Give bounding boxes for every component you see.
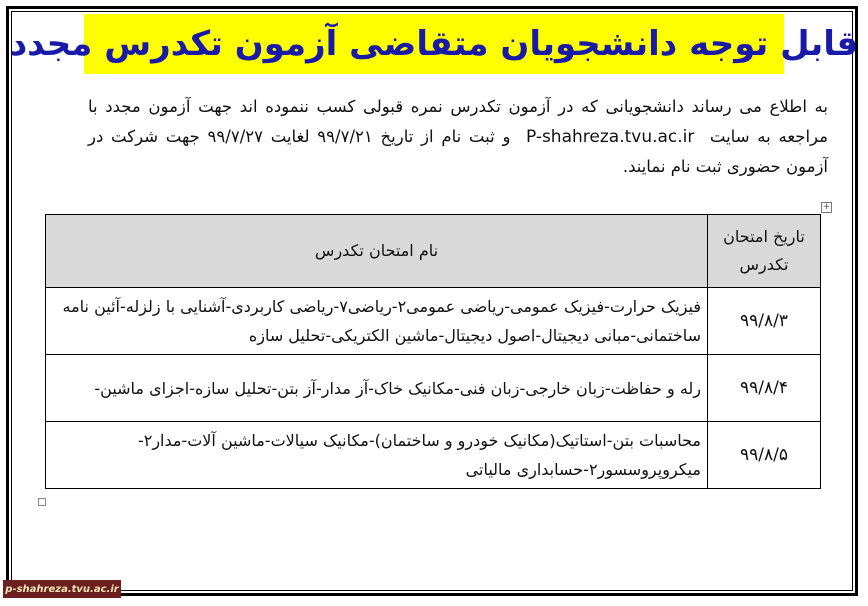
- website-link[interactable]: P-shahreza.tvu.ac.ir: [525, 127, 695, 147]
- exam-schedule-table: [45, 214, 821, 489]
- announcement-text: [88, 92, 828, 182]
- table-row: [46, 355, 821, 422]
- exam-date-cell: ۹۹/۸/۳: [708, 288, 821, 355]
- exam-courses-cell: فیزیک حرارت-فیزیک عمومی-ریاضی عمومی۲-ریاضی۷-ریاضی کاربردی-آشنایی با زلزله-آئین نامه ساختمانی-مبانی دیجیتال-اصول دیجیتال-ماشین الکتریکی-تحلیل سازه: [46, 288, 708, 355]
- site-watermark: p-shahreza.tvu.ac.ir: [3, 580, 121, 598]
- announcement-text-part2: و ثبت نام از تاریخ ۹۹/۷/۲۱ لغایت ۹۹/۷/۲۷ جهت شرکت در آزمون حضوری ثبت نام نمایند.: [88, 127, 828, 176]
- exam-date-cell: ۹۹/۸/۴: [708, 355, 821, 422]
- table-resize-handle[interactable]: [38, 498, 46, 506]
- exam-courses-cell: رله و حفاظت-زبان خارجی-زبان فنی-مکانیک خاک-آز مدار-آز بتن-تحلیل سازه-اجزای ماشین-: [46, 355, 708, 422]
- exam-date-cell: ۹۹/۸/۵: [708, 422, 821, 489]
- table-move-handle-icon[interactable]: +: [822, 202, 831, 212]
- announcement-text-part1: به اطلاع می رساند دانشجویانی که در آزمون تکدرس نمره قبولی کسب ننموده اند جهت آزمون مجدد با مراجعه به سایت: [88, 97, 828, 146]
- header-exam-name: نام امتحان تکدرس: [46, 215, 708, 288]
- table-header-row: [46, 215, 821, 288]
- table-row: [46, 288, 821, 355]
- header-exam-date: تاریخ امتحان تکدرس: [708, 215, 821, 288]
- announcement-title: قابل توجه دانشجویان متقاضی آزمون تکدرس مجدد: [84, 14, 784, 74]
- table-row: [46, 422, 821, 489]
- exam-courses-cell: محاسبات بتن-استاتیک(مکانیک خودرو و ساختمان)-مکانیک سیالات-ماشین آلات-مدار۲-میکروپروسسور۲-حسابداری مالیاتی: [46, 422, 708, 489]
